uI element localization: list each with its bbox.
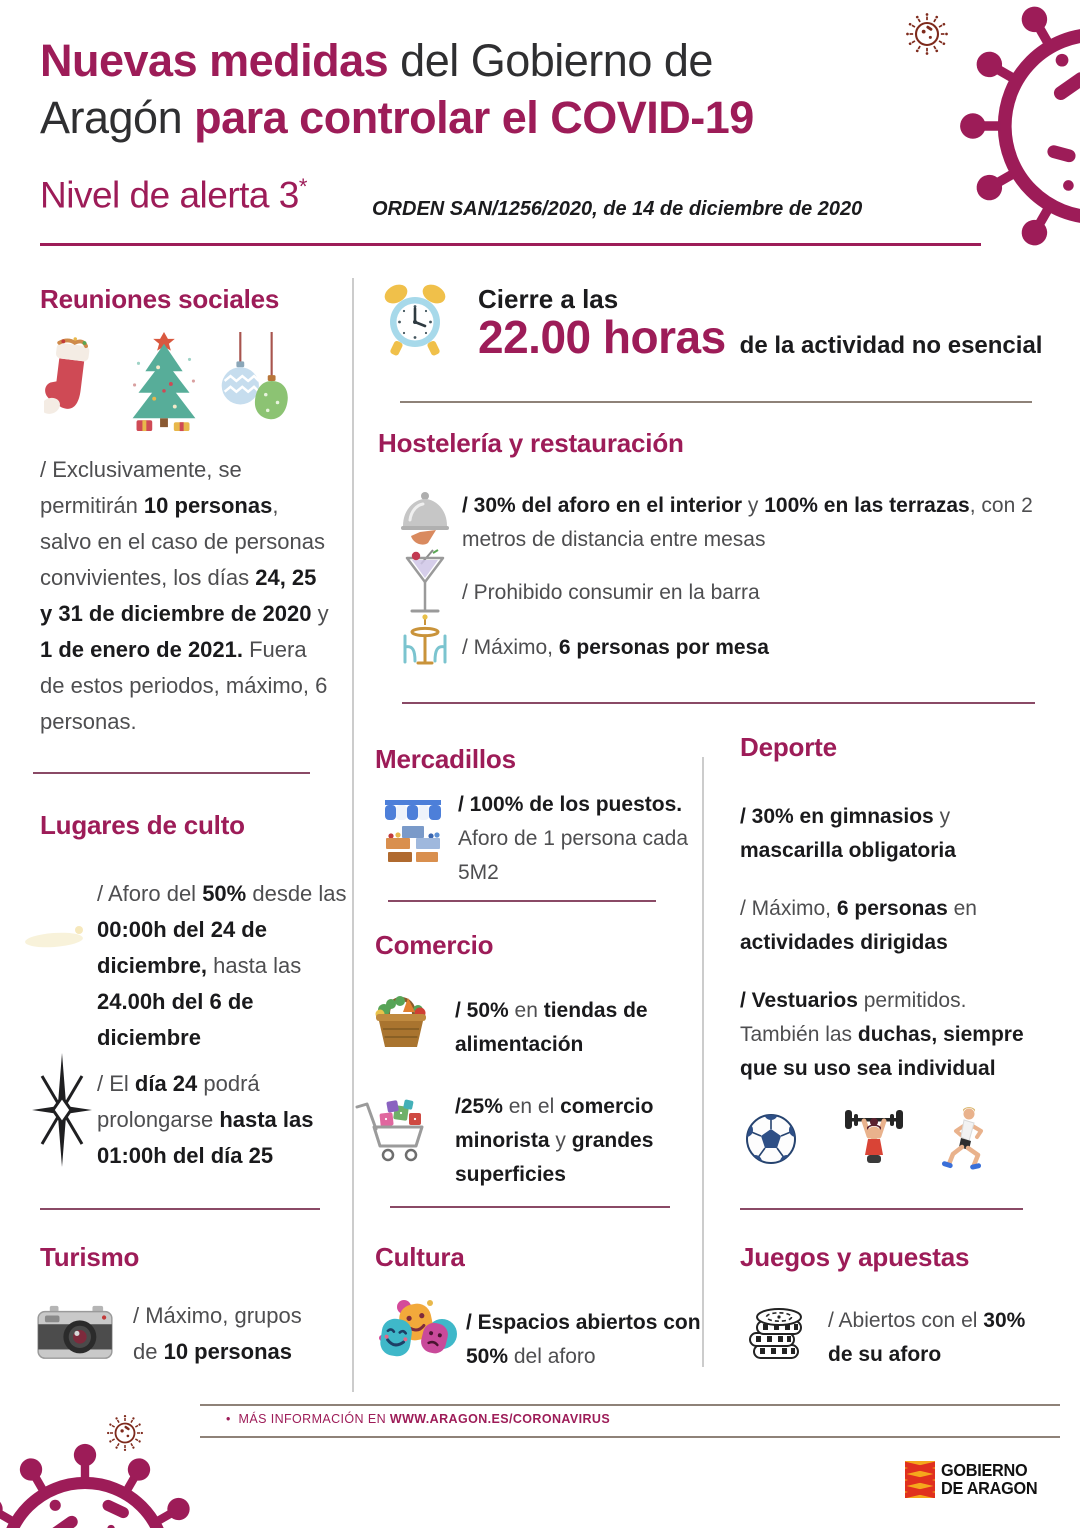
deporte-item-text: / Máximo, 6 personas en actividades dirigidas: [740, 897, 977, 954]
divider: [40, 1208, 320, 1210]
closure-suffix: de la actividad no esencial: [739, 332, 1043, 359]
section-title-reuniones: Reuniones sociales: [40, 284, 280, 314]
small-virus-icon: [905, 12, 949, 56]
government-logo-text: GOBIERNO DE ARAGON: [941, 1460, 1038, 1498]
section-title-comercio: Comercio: [375, 930, 494, 960]
camera-icon: [36, 1300, 114, 1364]
stocking-icon: [44, 334, 98, 428]
footer-url: WWW.ARAGON.ES/CORONAVIRUS: [389, 1412, 611, 1426]
divider: [402, 702, 1035, 704]
alarm-clock-icon: [382, 281, 448, 361]
star-icon: [30, 1052, 94, 1168]
alert-level: Nivel de alerta 3*: [40, 174, 307, 216]
section-title-turismo: Turismo: [40, 1242, 140, 1272]
comercio-item-text: / 50% en tiendas de alimentación: [455, 999, 648, 1056]
candle-icon: [22, 916, 90, 958]
section-title-cultura: Cultura: [375, 1242, 465, 1272]
soccer-ball-icon: [744, 1112, 798, 1166]
closure-text: Cierre a las: [478, 284, 619, 314]
section-title-hosteleria: Hostelería y restauración: [378, 428, 684, 458]
turismo-item-text: / Máximo, grupos de 10 personas: [133, 1303, 302, 1364]
reuniones-text: / Exclusivamente, se permitirán 10 personas, salvo en el caso de personas convivientes, los días 24, 25 y 31 de diciembre de 2020 y 1 de enero de 2021. Fuera de estos periodos, máximo, 6 personas.: [40, 457, 329, 734]
divider: [400, 401, 1032, 403]
section-title-culto: Lugares de culto: [40, 810, 245, 840]
shopping-cart-icon: [354, 1090, 432, 1164]
juegos-item-text: / Abiertos con el 30% de su aforo: [828, 1309, 1026, 1366]
theater-masks-icon: [374, 1296, 460, 1362]
page-title: [40, 32, 754, 146]
culto-item-text: / El día 24 podrá prolongarse hasta las 01:00h del día 25: [97, 1071, 314, 1168]
cultura-item-text: / Espacios abiertos con 50% del aforo: [466, 1311, 701, 1368]
closure-time-row: [478, 310, 1042, 364]
title-line-2: Aragón para controlar el COVID-19: [40, 92, 754, 143]
section-title-mercadillos: Mercadillos: [375, 744, 516, 774]
big-virus-icon: [958, 0, 1080, 264]
footer-divider: [200, 1404, 1060, 1406]
section-title-juegos: Juegos y apuestas: [740, 1242, 970, 1272]
divider: [33, 772, 310, 774]
christmas-tree-icon: [128, 330, 200, 434]
hosteleria-item-text: / Máximo, 6 personas por mesa: [462, 636, 769, 659]
deporte-item-text: / 30% en gimnasios y mascarilla obligatoria: [740, 805, 956, 862]
section-title-deporte: Deporte: [740, 732, 837, 762]
terrace-table-icon: [396, 612, 454, 672]
ornaments-icon: [220, 332, 290, 426]
aragon-flag-logo: [905, 1461, 935, 1498]
order-reference: ORDEN SAN/1256/2020, de 14 de diciembre de 2020: [372, 198, 863, 220]
footer-info: • MÁS INFORMACIÓN EN WWW.ARAGON.ES/CORONAVIRUS: [226, 1412, 611, 1426]
closure-time: 22.00 horas: [478, 311, 726, 363]
food-cloche-icon: [398, 486, 452, 546]
small-virus-icon: [106, 1414, 144, 1452]
big-virus-icon: [0, 1442, 206, 1528]
title-line-1: Nuevas medidas del Gobierno de: [40, 35, 713, 86]
mercadillos-item-text: / 100% de los puestos. Aforo de 1 persona cada 5M2: [458, 793, 688, 884]
bullet: •: [226, 1412, 231, 1426]
weightlifter-icon: [842, 1106, 906, 1176]
footer-divider: [200, 1436, 1060, 1438]
runner-icon: [938, 1104, 992, 1176]
deporte-item-text: / Vestuarios permitidos. También las duchas, siempre que su uso sea individual: [740, 989, 1024, 1080]
divider: [740, 1208, 1023, 1210]
divider: [390, 1206, 670, 1208]
divider: [388, 900, 656, 902]
column-divider: [352, 278, 354, 1392]
hosteleria-item-text: / 30% del aforo en el interior y 100% en las terrazas, con 2 metros de distancia entre mesas: [462, 494, 1033, 551]
hosteleria-item-text: / Prohibido consumir en la barra: [462, 581, 760, 604]
market-stall-icon: [382, 798, 444, 866]
header-divider: [40, 243, 981, 246]
comercio-item-text: /25% en el comercio minorista y grandes superficies: [455, 1095, 654, 1186]
poker-chips-icon: [748, 1300, 804, 1362]
grocery-basket-icon: [372, 986, 430, 1050]
culto-item-text: / Aforo del 50% desde las 00:00h del 24 de diciembre, hasta las 24.00h del 6 de diciembre: [97, 881, 347, 1050]
